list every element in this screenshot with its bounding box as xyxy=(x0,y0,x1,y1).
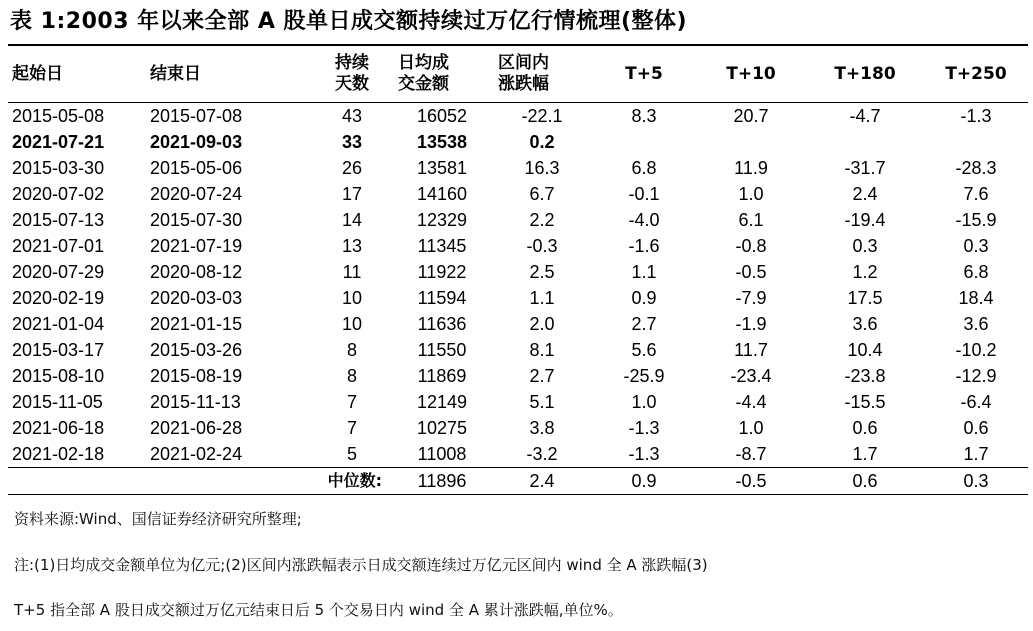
cell-t5: -0.1 xyxy=(628,184,660,204)
header-t250: T+250 xyxy=(924,46,1028,103)
cell-start-date: 2021-07-01 xyxy=(12,236,105,256)
cell-t10: 1.0 xyxy=(738,184,764,204)
cell-duration-days: 14 xyxy=(341,210,363,230)
table-row xyxy=(8,155,1028,181)
cell-start-date: 2020-02-19 xyxy=(12,288,105,308)
cell-t10: -7.9 xyxy=(735,288,767,308)
cell-interval-change: 2.7 xyxy=(529,366,555,386)
cell-duration-days: 26 xyxy=(341,158,363,178)
cell-start-date: 2015-03-30 xyxy=(12,158,105,178)
cell-avg-turnover: 11594 xyxy=(417,288,467,308)
cell-t180: 10.4 xyxy=(847,340,883,360)
cell-t180: 17.5 xyxy=(847,288,883,308)
cell-start-date: 2015-08-10 xyxy=(12,366,105,386)
cell-t5: -25.9 xyxy=(623,366,665,386)
cell-interval-change: 6.7 xyxy=(529,184,555,204)
cell-end-date: 2021-06-28 xyxy=(150,418,243,438)
cell-duration-days: 10 xyxy=(341,288,363,308)
cell-end-date: 2020-07-24 xyxy=(150,184,243,204)
table-row xyxy=(8,285,1028,311)
median-cell-avg: 11896 xyxy=(392,468,492,495)
cell-t180: 2.4 xyxy=(852,184,878,204)
cell-t250: -6.4 xyxy=(960,392,992,412)
table-header-row xyxy=(8,46,1028,103)
cell-duration-days: 33 xyxy=(341,132,363,152)
cell-end-date: 2021-09-03 xyxy=(150,132,243,152)
cell-start-date: 2015-03-17 xyxy=(12,340,105,360)
cell-t5: 6.8 xyxy=(631,158,657,178)
cell-t250: 0.6 xyxy=(963,418,989,438)
cell-start-date: 2015-11-05 xyxy=(12,392,103,412)
cell-t5: 0.9 xyxy=(631,288,657,308)
cell-end-date: 2020-08-12 xyxy=(150,262,243,282)
cell-t10: 20.7 xyxy=(733,106,769,126)
cell-t180: -31.7 xyxy=(844,158,886,178)
source-note: 资料来源:Wind、国信证券经济研究所整理; xyxy=(14,510,302,528)
table-bottom-rule xyxy=(8,494,1028,495)
data-table xyxy=(8,46,1028,494)
cell-avg-turnover: 11869 xyxy=(417,366,467,386)
cell-avg-turnover: 10275 xyxy=(416,418,468,438)
cell-t10: -8.7 xyxy=(735,444,767,464)
cell-t250: 0.3 xyxy=(963,236,989,256)
cell-t5: 1.1 xyxy=(631,262,657,282)
median-label: 中位数: xyxy=(8,468,392,495)
cell-t250: -10.2 xyxy=(955,340,997,360)
cell-interval-change: 2.5 xyxy=(529,262,555,282)
cell-t5: -4.0 xyxy=(628,210,660,230)
cell-t180: 1.2 xyxy=(852,262,878,282)
header-end-date: 结束日 xyxy=(146,46,312,103)
cell-avg-turnover: 11636 xyxy=(417,314,467,334)
table-row xyxy=(8,389,1028,415)
cell-start-date: 2021-02-18 xyxy=(12,444,105,464)
cell-t10: -1.9 xyxy=(735,314,767,334)
header-avg-turnover: 日均成 交金额 xyxy=(392,46,492,103)
cell-t180: 0.6 xyxy=(852,418,878,438)
table-row xyxy=(8,415,1028,441)
cell-end-date: 2021-01-15 xyxy=(150,314,243,334)
table-row xyxy=(8,103,1028,130)
table-row xyxy=(8,363,1028,389)
cell-t5 xyxy=(592,129,696,155)
cell-start-date: 2021-07-21 xyxy=(12,132,105,152)
header-duration-days: 持续 天数 xyxy=(312,46,392,103)
cell-avg-turnover: 12149 xyxy=(416,392,468,412)
cell-duration-days: 10 xyxy=(341,314,363,334)
cell-interval-change: 16.3 xyxy=(524,158,560,178)
median-row xyxy=(8,468,1028,495)
table-row xyxy=(8,207,1028,233)
cell-t10: -23.4 xyxy=(730,366,772,386)
cell-t250: 7.6 xyxy=(963,184,989,204)
cell-duration-days: 43 xyxy=(341,106,363,126)
cell-t10: -0.8 xyxy=(735,236,767,256)
cell-avg-turnover: 13538 xyxy=(416,132,468,152)
cell-duration-days: 7 xyxy=(346,418,357,438)
cell-avg-turnover: 12329 xyxy=(416,210,468,230)
cell-end-date: 2015-07-30 xyxy=(150,210,243,230)
cell-t5: 8.3 xyxy=(631,106,657,126)
table-row xyxy=(8,129,1028,155)
median-cell-t5: 0.9 xyxy=(592,468,696,495)
cell-end-date: 2015-03-26 xyxy=(150,340,243,360)
cell-t180: 1.7 xyxy=(852,444,878,464)
cell-t5: -1.3 xyxy=(628,418,660,438)
cell-interval-change: 1.1 xyxy=(529,288,555,308)
cell-interval-change: -0.3 xyxy=(526,236,558,256)
cell-avg-turnover: 11922 xyxy=(417,262,467,282)
cell-start-date: 2021-06-18 xyxy=(12,418,105,438)
cell-t5: -1.6 xyxy=(628,236,660,256)
median-cell-t250: 0.3 xyxy=(924,468,1028,495)
cell-avg-turnover: 11008 xyxy=(417,444,467,464)
cell-duration-days: 17 xyxy=(341,184,363,204)
cell-end-date: 2015-08-19 xyxy=(150,366,243,386)
header-t10: T+10 xyxy=(696,46,806,103)
cell-t250: 3.6 xyxy=(963,314,989,334)
cell-t250: 6.8 xyxy=(963,262,989,282)
table-row xyxy=(8,259,1028,285)
cell-end-date: 2020-03-03 xyxy=(150,288,243,308)
cell-start-date: 2015-07-13 xyxy=(12,210,105,230)
median-cell-t180: 0.6 xyxy=(806,468,924,495)
median-cell-chg: 2.4 xyxy=(492,468,592,495)
header-start-date: 起始日 xyxy=(8,46,146,103)
median-cell-t10: -0.5 xyxy=(696,468,806,495)
cell-avg-turnover: 14160 xyxy=(416,184,468,204)
explanation-note-2: T+5 指全部 A 股日成交额过万亿元结束日后 5 个交易日内 wind 全 A 累计涨跌幅,单位%。 xyxy=(14,601,623,619)
cell-t180: -23.8 xyxy=(844,366,886,386)
cell-duration-days: 5 xyxy=(346,444,357,464)
report-table-section xyxy=(8,0,1028,495)
cell-t250: -28.3 xyxy=(955,158,997,178)
explanation-note-1: 注:(1)日均成交金额单位为亿元;(2)区间内涨跌幅表示日成交额连续过万亿元区间内 wind 全 A 涨跌幅(3) xyxy=(14,556,708,574)
cell-end-date: 2021-07-19 xyxy=(150,236,243,256)
header-interval-change: 区间内 涨跌幅 xyxy=(492,46,592,103)
cell-end-date: 2015-05-06 xyxy=(150,158,243,178)
cell-avg-turnover: 13581 xyxy=(416,158,468,178)
header-t5: T+5 xyxy=(592,46,696,103)
cell-interval-change: 0.2 xyxy=(529,132,555,152)
cell-t10: 6.1 xyxy=(738,210,764,230)
cell-avg-turnover: 16052 xyxy=(416,106,468,126)
cell-start-date: 2020-07-29 xyxy=(12,262,105,282)
header-t180: T+180 xyxy=(806,46,924,103)
cell-t250: -1.3 xyxy=(960,106,992,126)
table-row xyxy=(8,181,1028,207)
cell-t5: -1.3 xyxy=(628,444,660,464)
cell-t5: 5.6 xyxy=(631,340,657,360)
table-row xyxy=(8,441,1028,468)
cell-interval-change: 3.8 xyxy=(529,418,555,438)
table-row xyxy=(8,337,1028,363)
cell-t180: 0.3 xyxy=(852,236,878,256)
cell-duration-days: 8 xyxy=(346,340,357,360)
cell-start-date: 2021-01-04 xyxy=(12,314,105,334)
cell-t10: 11.9 xyxy=(734,158,768,178)
table-body xyxy=(8,103,1028,495)
cell-t180: -15.5 xyxy=(844,392,886,412)
cell-t10: -0.5 xyxy=(735,262,767,282)
cell-duration-days: 13 xyxy=(341,236,363,256)
cell-duration-days: 11 xyxy=(342,262,362,282)
cell-t180: -4.7 xyxy=(849,106,881,126)
cell-end-date: 2021-02-24 xyxy=(150,444,243,464)
cell-t10: -4.4 xyxy=(735,392,767,412)
cell-interval-change: 2.2 xyxy=(529,210,555,230)
cell-t5: 2.7 xyxy=(631,314,657,334)
cell-start-date: 2020-07-02 xyxy=(12,184,105,204)
cell-end-date: 2015-11-13 xyxy=(150,392,241,412)
table-row xyxy=(8,311,1028,337)
cell-interval-change: 8.1 xyxy=(529,340,555,360)
cell-interval-change: 5.1 xyxy=(529,392,555,412)
cell-t10: 1.0 xyxy=(738,418,764,438)
cell-duration-days: 8 xyxy=(346,366,357,386)
cell-t250: -12.9 xyxy=(955,366,997,386)
cell-duration-days: 7 xyxy=(346,392,357,412)
cell-t180: 3.6 xyxy=(852,314,878,334)
cell-t5: 1.0 xyxy=(631,392,657,412)
cell-start-date: 2015-05-08 xyxy=(12,106,105,126)
cell-interval-change: -22.1 xyxy=(521,106,563,126)
cell-t180: -19.4 xyxy=(844,210,886,230)
cell-t10 xyxy=(696,129,806,155)
table-row xyxy=(8,233,1028,259)
cell-avg-turnover: 11550 xyxy=(417,340,467,360)
table-title: 表 1:2003 年以来全部 A 股单日成交额持续过万亿行情梳理(整体) xyxy=(10,9,688,34)
cell-t250 xyxy=(924,129,1028,155)
cell-t180 xyxy=(806,129,924,155)
cell-interval-change: 2.0 xyxy=(529,314,555,334)
cell-t250: 1.7 xyxy=(963,444,989,464)
cell-interval-change: -3.2 xyxy=(526,444,558,464)
cell-end-date: 2015-07-08 xyxy=(150,106,243,126)
cell-avg-turnover: 11345 xyxy=(417,236,467,256)
cell-t10: 11.7 xyxy=(734,340,768,360)
cell-t250: -15.9 xyxy=(955,210,997,230)
cell-t250: 18.4 xyxy=(958,288,994,308)
